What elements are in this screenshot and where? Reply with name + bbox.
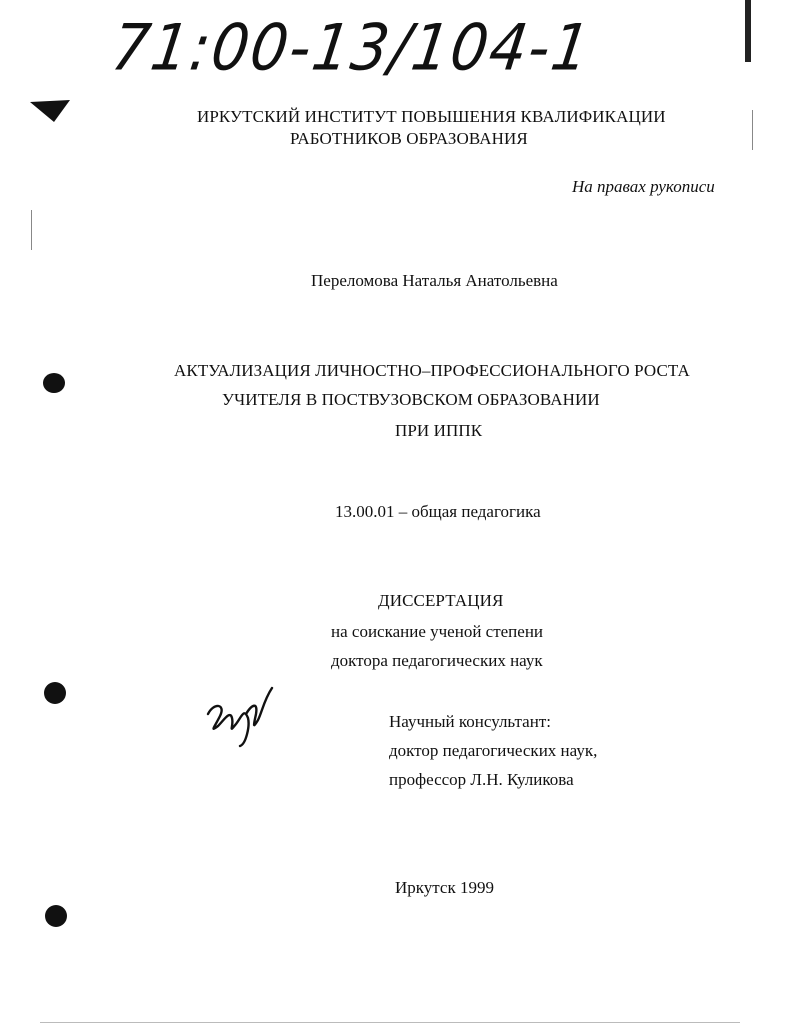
- handwritten-registration-number: 71:00-13/104-1: [107, 10, 596, 85]
- bottom-edge-line: [40, 1022, 740, 1023]
- dissertation-heading: ДИССЕРТАЦИЯ: [378, 591, 504, 610]
- punch-hole-1: [43, 373, 65, 393]
- right-edge-mark: [745, 0, 751, 62]
- title-line-3: ПРИ ИППК: [395, 421, 483, 440]
- advisor-label: Научный консультант:: [389, 712, 551, 731]
- left-edge-line: [31, 210, 32, 250]
- degree-line-2: доктора педагогических наук: [331, 651, 543, 670]
- institute-line-1: ИРКУТСКИЙ ИНСТИТУТ ПОВЫШЕНИЯ КВАЛИФИКАЦИИ: [197, 107, 666, 126]
- advisor-degree: доктор педагогических наук,: [389, 741, 598, 760]
- binding-mark-icon: [28, 96, 72, 126]
- punch-hole-3: [45, 905, 67, 927]
- punch-hole-2: [44, 682, 66, 704]
- right-edge-line: [752, 110, 753, 150]
- author-name: Переломова Наталья Анатольевна: [311, 271, 558, 290]
- title-line-2: УЧИТЕЛЯ В ПОСТВУЗОВСКОМ ОБРАЗОВАНИИ: [222, 390, 600, 409]
- place-and-year: Иркутск 1999: [395, 878, 494, 897]
- handwritten-signature: [200, 684, 280, 754]
- specialty-code: 13.00.01 – общая педагогика: [335, 502, 541, 521]
- manuscript-rights-note: На правах рукописи: [572, 177, 715, 196]
- advisor-name: профессор Л.Н. Куликова: [389, 770, 574, 789]
- degree-line-1: на соискание ученой степени: [331, 622, 544, 641]
- title-line-1: АКТУАЛИЗАЦИЯ ЛИЧНОСТНО–ПРОФЕССИОНАЛЬНОГО РОСТА: [174, 361, 690, 380]
- institute-line-2: РАБОТНИКОВ ОБРАЗОВАНИЯ: [290, 129, 528, 148]
